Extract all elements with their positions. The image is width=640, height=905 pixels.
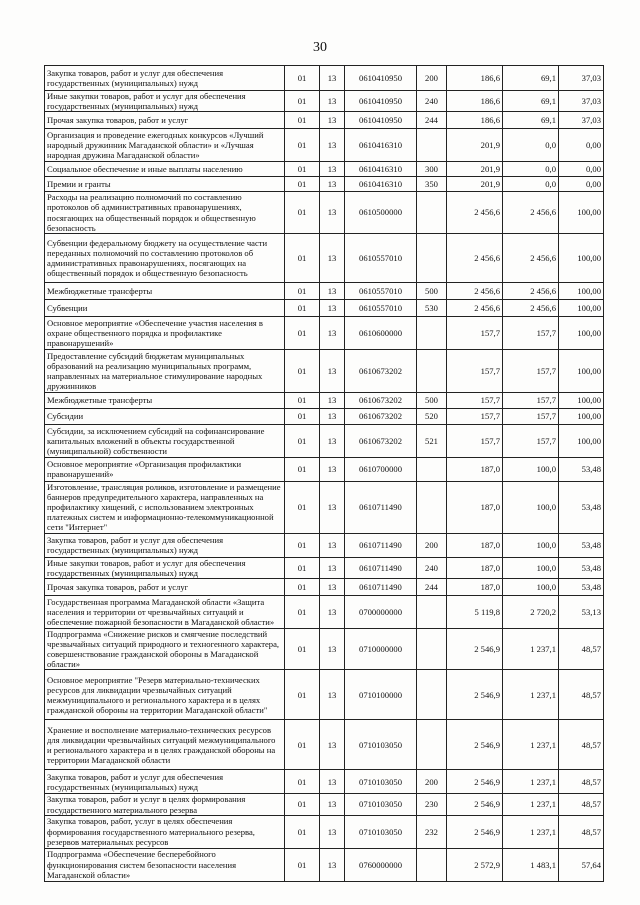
row-executed-amount-cell: 69,1 [503, 66, 559, 91]
row-planned-amount-cell: 187,0 [447, 578, 503, 595]
table-row [45, 720, 604, 770]
row-subsection-cell: 13 [320, 91, 345, 112]
row-executed-amount-cell: 1 237,1 [503, 720, 559, 770]
row-subsection-cell: 13 [320, 557, 345, 578]
row-executed-amount-cell: 100,0 [503, 578, 559, 595]
row-execution-percent-cell: 48,57 [559, 770, 604, 794]
row-target-article-cell: 0610711490 [345, 481, 417, 533]
row-expense-type-cell: 244 [417, 578, 447, 595]
row-target-article-cell: 0710100000 [345, 670, 417, 720]
row-executed-amount-cell: 2 456,6 [503, 192, 559, 234]
row-execution-percent-cell: 100,00 [559, 349, 604, 392]
row-execution-percent-cell: 0,00 [559, 162, 604, 177]
row-planned-amount-cell: 201,9 [447, 129, 503, 162]
row-name-cell: Субвенции [45, 299, 285, 316]
row-section-cell: 01 [285, 112, 320, 129]
row-executed-amount-cell: 2 456,6 [503, 233, 559, 282]
row-execution-percent-cell: 37,03 [559, 66, 604, 91]
row-subsection-cell: 13 [320, 349, 345, 392]
row-subsection-cell: 13 [320, 177, 345, 192]
row-expense-type-cell [417, 628, 447, 670]
row-executed-amount-cell: 69,1 [503, 112, 559, 129]
table-row [45, 815, 604, 848]
table-row [45, 392, 604, 408]
row-section-cell: 01 [285, 408, 320, 424]
row-target-article-cell: 0710103050 [345, 815, 417, 848]
row-executed-amount-cell: 157,7 [503, 316, 559, 349]
row-section-cell: 01 [285, 282, 320, 299]
row-planned-amount-cell: 201,9 [447, 177, 503, 192]
table-row [45, 848, 604, 881]
row-subsection-cell: 13 [320, 595, 345, 628]
row-executed-amount-cell: 1 483,1 [503, 848, 559, 881]
row-section-cell: 01 [285, 349, 320, 392]
table-row [45, 91, 604, 112]
row-executed-amount-cell: 157,7 [503, 392, 559, 408]
row-name-cell: Премии и гранты [45, 177, 285, 192]
row-execution-percent-cell: 48,57 [559, 628, 604, 670]
row-name-cell: Иные закупки товаров, работ и услуг для обеспечения государственных (муниципальных) нужд [45, 91, 285, 112]
row-name-cell: Межбюджетные трансферты [45, 282, 285, 299]
row-subsection-cell: 13 [320, 457, 345, 481]
row-execution-percent-cell: 37,03 [559, 112, 604, 129]
row-name-cell: Закупка товаров, работ и услуг для обеспечения государственных (муниципальных) нужд [45, 66, 285, 91]
row-name-cell: Межбюджетные трансферты [45, 392, 285, 408]
row-name-cell: Субсидии, за исключением субсидий на софинансирование капитальных вложений в объекты государственной (муниципальной) собственности [45, 424, 285, 457]
row-planned-amount-cell: 201,9 [447, 162, 503, 177]
row-planned-amount-cell: 2 456,6 [447, 233, 503, 282]
row-subsection-cell: 13 [320, 794, 345, 815]
row-subsection-cell: 13 [320, 770, 345, 794]
row-planned-amount-cell: 157,7 [447, 392, 503, 408]
row-section-cell: 01 [285, 129, 320, 162]
table-row [45, 770, 604, 794]
row-target-article-cell: 0610416310 [345, 162, 417, 177]
row-section-cell: 01 [285, 233, 320, 282]
row-target-article-cell: 0610416310 [345, 129, 417, 162]
row-expense-type-cell: 200 [417, 66, 447, 91]
row-name-cell: Основное мероприятие «Организация профилактики правонарушений» [45, 457, 285, 481]
row-section-cell: 01 [285, 815, 320, 848]
row-target-article-cell: 0610410950 [345, 66, 417, 91]
row-expense-type-cell [417, 233, 447, 282]
row-execution-percent-cell: 53,13 [559, 595, 604, 628]
row-section-cell: 01 [285, 720, 320, 770]
row-subsection-cell: 13 [320, 533, 345, 557]
table-row [45, 408, 604, 424]
row-name-cell: Социальное обеспечение и иные выплаты населению [45, 162, 285, 177]
row-planned-amount-cell: 2 456,6 [447, 299, 503, 316]
row-name-cell: Хранение и восполнение материально-технических ресурсов для ликвидации чрезвычайных ситуаций межмуниципального и регионального характера и в целях гражданской обороны на территории Магаданской области [45, 720, 285, 770]
row-target-article-cell: 0610557010 [345, 233, 417, 282]
row-executed-amount-cell: 1 237,1 [503, 770, 559, 794]
row-planned-amount-cell: 186,6 [447, 66, 503, 91]
row-execution-percent-cell: 53,48 [559, 457, 604, 481]
table-row [45, 595, 604, 628]
row-executed-amount-cell: 1 237,1 [503, 815, 559, 848]
budget-table-body [45, 66, 604, 882]
row-planned-amount-cell: 2 572,9 [447, 848, 503, 881]
row-name-cell: Прочая закупка товаров, работ и услуг [45, 578, 285, 595]
row-target-article-cell: 0610410950 [345, 91, 417, 112]
row-execution-percent-cell: 53,48 [559, 557, 604, 578]
row-name-cell: Иные закупки товаров, работ и услуг для обеспечения государственных (муниципальных) нужд [45, 557, 285, 578]
row-subsection-cell: 13 [320, 848, 345, 881]
row-target-article-cell: 0610673202 [345, 392, 417, 408]
row-subsection-cell: 13 [320, 162, 345, 177]
row-execution-percent-cell: 48,57 [559, 720, 604, 770]
row-section-cell: 01 [285, 66, 320, 91]
row-execution-percent-cell: 53,48 [559, 578, 604, 595]
table-row [45, 129, 604, 162]
row-section-cell: 01 [285, 316, 320, 349]
row-target-article-cell: 0610557010 [345, 299, 417, 316]
row-section-cell: 01 [285, 628, 320, 670]
table-row [45, 299, 604, 316]
row-execution-percent-cell: 53,48 [559, 533, 604, 557]
row-expense-type-cell: 520 [417, 408, 447, 424]
row-subsection-cell: 13 [320, 192, 345, 234]
table-row [45, 457, 604, 481]
row-executed-amount-cell: 157,7 [503, 408, 559, 424]
row-section-cell: 01 [285, 392, 320, 408]
table-row [45, 316, 604, 349]
row-executed-amount-cell: 100,0 [503, 557, 559, 578]
row-planned-amount-cell: 5 119,8 [447, 595, 503, 628]
page-number: 30 [313, 40, 327, 55]
row-executed-amount-cell: 1 237,1 [503, 628, 559, 670]
row-subsection-cell: 13 [320, 815, 345, 848]
row-section-cell: 01 [285, 162, 320, 177]
table-row [45, 112, 604, 129]
row-target-article-cell: 0610711490 [345, 578, 417, 595]
row-expense-type-cell: 240 [417, 557, 447, 578]
table-row [45, 177, 604, 192]
row-section-cell: 01 [285, 794, 320, 815]
row-expense-type-cell: 530 [417, 299, 447, 316]
row-executed-amount-cell: 1 237,1 [503, 670, 559, 720]
row-target-article-cell: 0610557010 [345, 282, 417, 299]
row-expense-type-cell [417, 457, 447, 481]
row-execution-percent-cell: 100,00 [559, 392, 604, 408]
row-name-cell: Предоставление субсидий бюджетам муниципальных образований на реализацию муниципальных программ, направленных на материальное стимулирование народных дружинников [45, 349, 285, 392]
row-name-cell: Прочая закупка товаров, работ и услуг [45, 112, 285, 129]
row-subsection-cell: 13 [320, 282, 345, 299]
row-subsection-cell: 13 [320, 66, 345, 91]
row-subsection-cell: 13 [320, 670, 345, 720]
row-planned-amount-cell: 2 546,9 [447, 670, 503, 720]
row-executed-amount-cell: 100,0 [503, 457, 559, 481]
table-row [45, 481, 604, 533]
row-execution-percent-cell: 100,00 [559, 408, 604, 424]
row-subsection-cell: 13 [320, 408, 345, 424]
table-row [45, 233, 604, 282]
row-target-article-cell: 0610700000 [345, 457, 417, 481]
row-target-article-cell: 0610711490 [345, 557, 417, 578]
table-row [45, 628, 604, 670]
row-execution-percent-cell: 100,00 [559, 299, 604, 316]
row-expense-type-cell [417, 848, 447, 881]
budget-table [44, 65, 604, 882]
table-row [45, 66, 604, 91]
row-subsection-cell: 13 [320, 392, 345, 408]
row-expense-type-cell [417, 595, 447, 628]
row-execution-percent-cell: 48,57 [559, 794, 604, 815]
row-planned-amount-cell: 157,7 [447, 316, 503, 349]
row-section-cell: 01 [285, 91, 320, 112]
row-planned-amount-cell: 157,7 [447, 408, 503, 424]
row-section-cell: 01 [285, 299, 320, 316]
row-target-article-cell: 0610600000 [345, 316, 417, 349]
table-row [45, 578, 604, 595]
row-subsection-cell: 13 [320, 129, 345, 162]
row-name-cell: Изготовление, трансляция роликов, изготовление и размещение баннеров предупредительного характера, направленных на профилактику хищений, с использованием электронных платежных систем и информационно-телекоммуникационной сети "Интернет" [45, 481, 285, 533]
row-name-cell: Закупка товаров, работ и услуг для обеспечения государственных (муниципальных) нужд [45, 533, 285, 557]
row-subsection-cell: 13 [320, 112, 345, 129]
row-planned-amount-cell: 187,0 [447, 533, 503, 557]
row-planned-amount-cell: 187,0 [447, 481, 503, 533]
row-name-cell: Организация и проведение ежегодных конкурсов «Лучший народный дружинник Магаданской области» и «Лучшая народная дружина Магаданской области» [45, 129, 285, 162]
row-expense-type-cell [417, 129, 447, 162]
table-row [45, 282, 604, 299]
row-subsection-cell: 13 [320, 628, 345, 670]
table-row [45, 162, 604, 177]
row-expense-type-cell [417, 192, 447, 234]
table-row [45, 192, 604, 234]
table-row [45, 557, 604, 578]
row-executed-amount-cell: 2 456,6 [503, 282, 559, 299]
row-execution-percent-cell: 100,00 [559, 192, 604, 234]
row-target-article-cell: 0610673202 [345, 408, 417, 424]
row-target-article-cell: 0710103050 [345, 794, 417, 815]
row-section-cell: 01 [285, 177, 320, 192]
row-section-cell: 01 [285, 557, 320, 578]
row-execution-percent-cell: 53,48 [559, 481, 604, 533]
row-section-cell: 01 [285, 424, 320, 457]
row-executed-amount-cell: 0,0 [503, 162, 559, 177]
row-target-article-cell: 0760000000 [345, 848, 417, 881]
row-executed-amount-cell: 0,0 [503, 129, 559, 162]
row-executed-amount-cell: 157,7 [503, 349, 559, 392]
row-executed-amount-cell: 69,1 [503, 91, 559, 112]
row-expense-type-cell: 350 [417, 177, 447, 192]
row-planned-amount-cell: 2 456,6 [447, 192, 503, 234]
row-subsection-cell: 13 [320, 720, 345, 770]
row-planned-amount-cell: 2 546,9 [447, 628, 503, 670]
row-name-cell: Субвенции федеральному бюджету на осуществление части переданных полномочий по составлению протоколов об административных правонарушениях, посягающих на общественный порядок и общественную безопасность [45, 233, 285, 282]
row-planned-amount-cell: 187,0 [447, 457, 503, 481]
row-executed-amount-cell: 2 720,2 [503, 595, 559, 628]
row-target-article-cell: 0710103050 [345, 770, 417, 794]
row-expense-type-cell [417, 720, 447, 770]
row-section-cell: 01 [285, 770, 320, 794]
row-subsection-cell: 13 [320, 299, 345, 316]
row-subsection-cell: 13 [320, 233, 345, 282]
row-execution-percent-cell: 48,57 [559, 670, 604, 720]
row-target-article-cell: 0710103050 [345, 720, 417, 770]
row-executed-amount-cell: 1 237,1 [503, 794, 559, 815]
row-planned-amount-cell: 2 546,9 [447, 815, 503, 848]
row-executed-amount-cell: 100,0 [503, 533, 559, 557]
row-execution-percent-cell: 57,64 [559, 848, 604, 881]
row-expense-type-cell [417, 670, 447, 720]
row-section-cell: 01 [285, 457, 320, 481]
row-target-article-cell: 0610673202 [345, 349, 417, 392]
row-target-article-cell: 0700000000 [345, 595, 417, 628]
row-execution-percent-cell: 100,00 [559, 233, 604, 282]
row-section-cell: 01 [285, 848, 320, 881]
row-section-cell: 01 [285, 481, 320, 533]
table-row [45, 349, 604, 392]
row-execution-percent-cell: 0,00 [559, 177, 604, 192]
row-name-cell: Государственная программа Магаданской области «Защита населения и территории от чрезвычайных ситуаций и обеспечение пожарной безопасности в Магаданской области» [45, 595, 285, 628]
table-row [45, 424, 604, 457]
row-expense-type-cell: 230 [417, 794, 447, 815]
row-executed-amount-cell: 2 456,6 [503, 299, 559, 316]
row-execution-percent-cell: 100,00 [559, 282, 604, 299]
row-expense-type-cell: 244 [417, 112, 447, 129]
row-name-cell: Субсидии [45, 408, 285, 424]
row-name-cell: Основное мероприятие "Резерв материально-технических ресурсов для ликвидации чрезвычайных ситуаций межмуниципального и регионального характера и в целях гражданской обороны на территории Магаданской области" [45, 670, 285, 720]
row-planned-amount-cell: 186,6 [447, 91, 503, 112]
row-execution-percent-cell: 48,57 [559, 815, 604, 848]
row-subsection-cell: 13 [320, 481, 345, 533]
row-name-cell: Закупка товаров, работ и услуг для обеспечения государственных (муниципальных) нужд [45, 770, 285, 794]
row-expense-type-cell [417, 316, 447, 349]
row-planned-amount-cell: 2 546,9 [447, 720, 503, 770]
row-subsection-cell: 13 [320, 424, 345, 457]
row-name-cell: Основное мероприятие «Обеспечение участия населения в охране общественного порядка и профилактике правонарушений» [45, 316, 285, 349]
row-target-article-cell: 0610673202 [345, 424, 417, 457]
row-planned-amount-cell: 2 546,9 [447, 770, 503, 794]
row-name-cell: Закупка товаров, работ, услуг в целях обеспечения формирования государственного материального резерва, резервов материальных ресурсов [45, 815, 285, 848]
row-executed-amount-cell: 157,7 [503, 424, 559, 457]
row-planned-amount-cell: 186,6 [447, 112, 503, 129]
row-name-cell: Подпрограмма «Снижение рисков и смягчение последствий чрезвычайных ситуаций природного и техногенного характера, совершенствование гражданской обороны в Магаданской области» [45, 628, 285, 670]
row-target-article-cell: 0610410950 [345, 112, 417, 129]
row-expense-type-cell: 521 [417, 424, 447, 457]
row-section-cell: 01 [285, 578, 320, 595]
row-execution-percent-cell: 100,00 [559, 316, 604, 349]
row-expense-type-cell: 200 [417, 533, 447, 557]
row-target-article-cell: 0610416310 [345, 177, 417, 192]
row-subsection-cell: 13 [320, 578, 345, 595]
row-planned-amount-cell: 157,7 [447, 424, 503, 457]
row-expense-type-cell: 300 [417, 162, 447, 177]
table-row [45, 670, 604, 720]
row-execution-percent-cell: 37,03 [559, 91, 604, 112]
row-planned-amount-cell: 157,7 [447, 349, 503, 392]
row-planned-amount-cell: 187,0 [447, 557, 503, 578]
table-row [45, 794, 604, 815]
row-expense-type-cell [417, 349, 447, 392]
row-execution-percent-cell: 100,00 [559, 424, 604, 457]
row-executed-amount-cell: 0,0 [503, 177, 559, 192]
row-expense-type-cell: 232 [417, 815, 447, 848]
row-target-article-cell: 0610711490 [345, 533, 417, 557]
row-target-article-cell: 0710000000 [345, 628, 417, 670]
row-section-cell: 01 [285, 192, 320, 234]
row-target-article-cell: 0610500000 [345, 192, 417, 234]
row-section-cell: 01 [285, 595, 320, 628]
row-section-cell: 01 [285, 533, 320, 557]
row-name-cell: Подпрограмма «Обеспечение бесперебойного функционирования систем безопасности населения Магаданской области» [45, 848, 285, 881]
row-expense-type-cell [417, 481, 447, 533]
row-executed-amount-cell: 100,0 [503, 481, 559, 533]
row-execution-percent-cell: 0,00 [559, 129, 604, 162]
row-expense-type-cell: 500 [417, 392, 447, 408]
row-expense-type-cell: 240 [417, 91, 447, 112]
row-name-cell: Закупка товаров, работ и услуг в целях формирования государственного материального резерва [45, 794, 285, 815]
row-planned-amount-cell: 2 546,9 [447, 794, 503, 815]
table-row [45, 533, 604, 557]
row-section-cell: 01 [285, 670, 320, 720]
row-subsection-cell: 13 [320, 316, 345, 349]
row-expense-type-cell: 500 [417, 282, 447, 299]
row-name-cell: Расходы на реализацию полномочий по составлению протоколов об административных правонарушениях, посягающих на общественный порядок и общественную безопасность [45, 192, 285, 234]
row-expense-type-cell: 200 [417, 770, 447, 794]
row-planned-amount-cell: 2 456,6 [447, 282, 503, 299]
